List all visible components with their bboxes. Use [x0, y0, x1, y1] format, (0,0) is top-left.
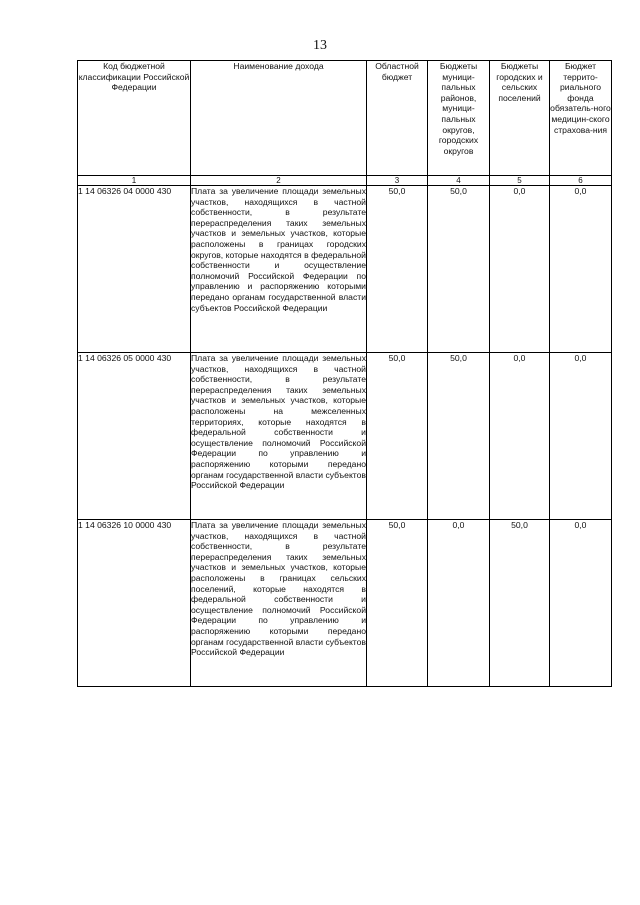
header-regional-budget: Областной бюджет — [367, 61, 428, 176]
budget-code: 1 14 06326 10 0000 430 — [78, 520, 191, 687]
revenue-name: Плата за увеличение площади земельных участков, находящихся в частной собственности, в результате перераспределения таких земельных участков и земельных участков, которые расположены в границах сельских поселений, которые находятся в федеральной собственности и осуществление полномочий Российской Федерации по управлению и распоряжению которыми передано органам государственной власти субъектов Российской Федерации — [191, 520, 367, 687]
value-medical-fund: 0,0 — [550, 520, 612, 687]
revenue-name: Плата за увеличение площади земельных участков, находящихся в частной собственности, в результате перераспределения таких земельных участков и земельных участков, которые расположены в границах городских округов, которые находятся в федеральной собственности и осуществление полномочий Российской Федерации по управлению и распоряжению которыми передано органам государственной власти субъектов Российской Федерации — [191, 186, 367, 353]
header-municipal-budgets: Бюджеты муници-пальных районов, муници-пальных округов, городских округов — [428, 61, 490, 176]
header-code: Код бюджетной классификации Российской Федерации — [78, 61, 191, 176]
page-number: 13 — [313, 38, 327, 53]
value-settlements: 0,0 — [490, 353, 550, 520]
header-settlement-budgets: Бюджеты городских и сельских поселений — [490, 61, 550, 176]
column-number: 3 — [367, 176, 428, 186]
value-regional: 50,0 — [367, 520, 428, 687]
value-municipal: 50,0 — [428, 186, 490, 353]
revenue-table — [77, 60, 612, 687]
value-municipal: 0,0 — [428, 520, 490, 687]
revenue-name: Плата за увеличение площади земельных участков, находящихся в частной собственности, в результате перераспределения таких земельных участков и земельных участков, которые расположены на межселенных территориях, которые находятся в федеральной собственности и осуществление полномочий Российской Федерации по управлению и распоряжению которыми передано органам государственной власти субъектов Российской Федерации — [191, 353, 367, 520]
column-number: 4 — [428, 176, 490, 186]
value-medical-fund: 0,0 — [550, 353, 612, 520]
budget-code: 1 14 06326 05 0000 430 — [78, 353, 191, 520]
header-row — [78, 61, 612, 176]
column-number: 1 — [78, 176, 191, 186]
value-regional: 50,0 — [367, 353, 428, 520]
header-name: Наименование дохода — [191, 61, 367, 176]
value-regional: 50,0 — [367, 186, 428, 353]
table-row — [78, 186, 612, 353]
header-medical-insurance-fund: Бюджет террито-риального фонда обязатель-ного медицин-ского страхова-ния — [550, 61, 612, 176]
value-medical-fund: 0,0 — [550, 186, 612, 353]
column-number: 6 — [550, 176, 612, 186]
column-number: 2 — [191, 176, 367, 186]
column-number: 5 — [490, 176, 550, 186]
value-settlements: 50,0 — [490, 520, 550, 687]
value-settlements: 0,0 — [490, 186, 550, 353]
table-row — [78, 353, 612, 520]
budget-code: 1 14 06326 04 0000 430 — [78, 186, 191, 353]
value-municipal: 50,0 — [428, 353, 490, 520]
table-row — [78, 520, 612, 687]
column-number-row — [78, 176, 612, 186]
